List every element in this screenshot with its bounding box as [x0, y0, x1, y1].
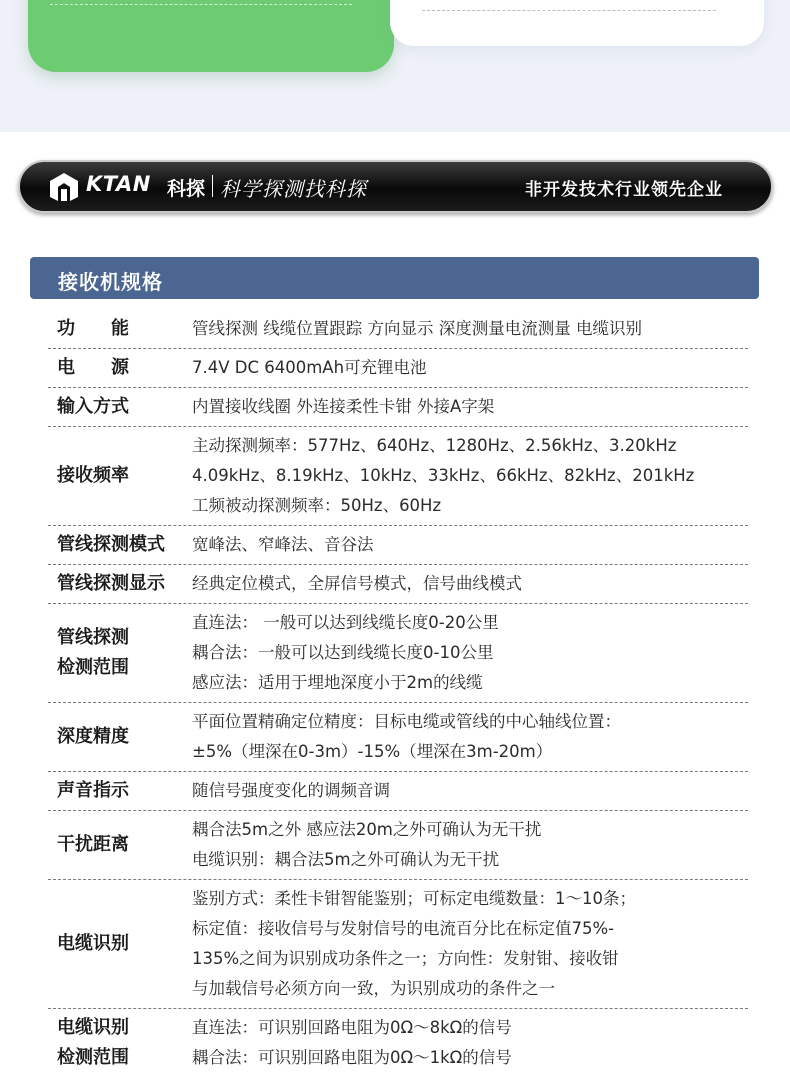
spec-value-line: 宽峰法、窄峰法、音谷法: [192, 535, 374, 554]
spec-value-line: 感应法：适用于埋地深度小于2m的线缆: [192, 673, 483, 692]
spec-value-line: 直连法： 一般可以达到线缆长度0-20公里: [192, 613, 499, 632]
card-divider: [422, 10, 716, 11]
spec-value-line: 7.4V DC 6400mAh可充锂电池: [192, 358, 427, 377]
spec-row: [48, 565, 748, 604]
green-feature-card: [28, 0, 394, 72]
brand-banner: [18, 160, 773, 213]
white-feature-card: [390, 0, 764, 46]
spec-label-line: 深度精度: [57, 726, 129, 747]
spec-value: [192, 565, 748, 603]
spec-value-line: 直连法：可识别回路电阻为0Ω～8kΩ的信号: [192, 1018, 512, 1037]
brand-tagline: 非开发技术行业领先企业: [525, 180, 723, 200]
spec-value-line: 管线探测 线缆位置跟踪 方向显示 深度测量电流测量 电缆识别: [192, 319, 642, 338]
spec-value-line: 与加载信号必须方向一致，为识别成功的条件之一: [192, 979, 555, 998]
spec-value: [192, 772, 748, 810]
ktan-logo-icon: [48, 171, 80, 203]
spec-value: [192, 526, 748, 564]
spec-value-line: 耦合法：一般可以达到线缆长度0-10公里: [192, 643, 494, 662]
spec-value: [192, 703, 748, 771]
spec-label-line: 管线探测: [57, 627, 129, 648]
spec-row: [48, 349, 748, 388]
spec-value-line: 经典定位模式，全屏信号模式，信号曲线模式: [192, 574, 522, 593]
spec-value-line: 随信号强度变化的调频音调: [192, 781, 390, 800]
spec-value: [192, 604, 748, 702]
spec-value-line: 4.09kHz、8.19kHz、10kHz、33kHz、66kHz、82kHz、201kHz: [192, 466, 695, 485]
spec-value: [192, 811, 748, 879]
brand-name-en: KTAN: [86, 172, 151, 196]
spec-table: [48, 310, 748, 1077]
spec-row: [48, 703, 748, 772]
spec-row: [48, 526, 748, 565]
spec-label: [48, 1013, 192, 1073]
card-divider: [50, 4, 352, 5]
spec-label: [48, 314, 192, 344]
spec-label: [48, 776, 192, 806]
spec-value-line: 平面位置精确定位精度：目标电缆或管线的中心轴线位置：: [192, 712, 621, 731]
spec-value-line: 鉴别方式：柔性卡钳智能鉴别；可标定电缆数量：1～10条；: [192, 889, 636, 908]
spec-value: [192, 1009, 748, 1077]
spec-value-line: 标定值：接收信号与发射信号的电流百分比在标定值75%-: [192, 919, 615, 938]
spec-row: [48, 310, 748, 349]
spec-label: [48, 530, 192, 560]
spec-label: [48, 830, 192, 860]
spec-label-line: 检测范围: [57, 1047, 129, 1068]
spec-label-line: 电缆识别: [57, 933, 129, 954]
top-card-area: [0, 0, 790, 132]
spec-row: [48, 772, 748, 811]
spec-label-line: 功 能: [57, 318, 129, 339]
spec-value-line: 内置接收线圈 外连接柔性卡钳 外接A字架: [192, 397, 495, 416]
spec-value: [192, 349, 748, 387]
spec-label: [48, 353, 192, 383]
spec-label-line: 接收频率: [57, 465, 129, 486]
spec-label-line: 电缆识别: [57, 1017, 129, 1038]
spec-value-line: 耦合法：可识别回路电阻为0Ω～1kΩ的信号: [192, 1048, 512, 1067]
section-title: 接收机规格: [58, 270, 163, 294]
spec-row: [48, 811, 748, 880]
section-header: [30, 257, 759, 299]
spec-label: [48, 392, 192, 422]
spec-label: [48, 722, 192, 752]
brand-separator: [212, 175, 213, 197]
spec-label-line: 电 源: [57, 357, 129, 378]
spec-label: [48, 623, 192, 683]
spec-value-line: 主动探测频率：577Hz、640Hz、1280Hz、2.56kHz、3.20kHz: [192, 436, 677, 455]
spec-value-line: 耦合法5m之外 感应法20m之外可确认为无干扰: [192, 820, 542, 839]
spec-value-line: 135%之间为识别成功条件之一；方向性：发射钳、接收钳: [192, 949, 619, 968]
spec-label: [48, 569, 192, 599]
brand-slogan: 科学探测找科探: [220, 177, 367, 201]
spec-row: [48, 604, 748, 703]
spec-label-line: 管线探测模式: [57, 534, 165, 555]
spec-value-line: 电缆识别：耦合法5m之外可确认为无干扰: [192, 850, 500, 869]
spec-label-line: 干扰距离: [57, 834, 129, 855]
spec-row: [48, 1009, 748, 1077]
spec-value: [192, 310, 748, 348]
spec-value-line: ±5%（埋深在0-3m）-15%（埋深在3m-20m）: [192, 742, 553, 761]
spec-label-line: 管线探测显示: [57, 573, 165, 594]
spec-label: [48, 461, 192, 491]
spec-label: [48, 929, 192, 959]
spec-row: [48, 880, 748, 1009]
spec-value: [192, 427, 748, 525]
spec-label-line: 声音指示: [57, 780, 129, 801]
brand-name-cn: 科探: [167, 178, 206, 200]
spec-row: [48, 388, 748, 427]
spec-value: [192, 388, 748, 426]
spec-value: [192, 880, 748, 1008]
spec-label-line: 检测范围: [57, 657, 129, 678]
spec-label-line: 输入方式: [57, 396, 129, 417]
spec-value-line: 工频被动探测频率：50Hz、60Hz: [192, 496, 442, 515]
spec-row: [48, 427, 748, 526]
